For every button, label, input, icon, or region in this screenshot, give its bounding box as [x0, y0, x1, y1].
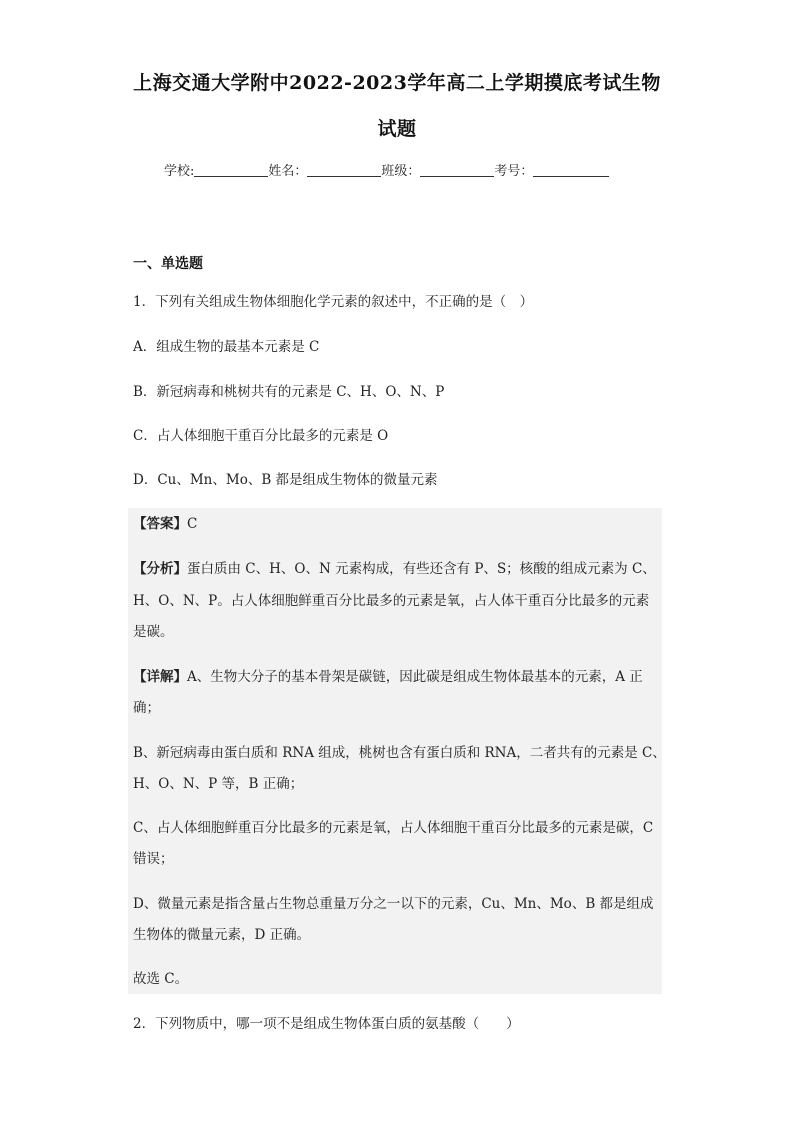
- question-2-stem: 2．下列物质中，哪一项不是组成生物体蛋白质的氨基酸（ ）: [133, 1016, 520, 1032]
- answer-tag: 【答案】: [133, 516, 187, 532]
- answer-row: [133, 514, 197, 534]
- exam-no-label: 考号：: [494, 164, 534, 179]
- detail-text-2: 确；: [133, 700, 160, 716]
- question-1-option-d: D．Cu、Mn、Mo、B 都是组成生物体的微量元素: [133, 472, 438, 488]
- answer-value: C: [187, 516, 198, 532]
- detail-conclusion: 故选 C。: [133, 971, 189, 987]
- name-label: 姓名：: [268, 164, 308, 179]
- student-info-fields: [164, 160, 609, 179]
- analysis-tag: 【分析】: [133, 561, 187, 577]
- school-blank[interactable]: [194, 162, 268, 177]
- detail-text-6: 错误；: [133, 851, 174, 867]
- detail-text-5: C、占人体细胞鲜重百分比最多的元素是氧，占人体细胞干重百分比最多的元素是碳，C: [133, 820, 654, 836]
- exam-no-blank[interactable]: [533, 162, 609, 177]
- school-label: 学校:: [164, 164, 195, 179]
- analysis-row-1: [133, 559, 656, 579]
- question-1-option-b: B．新冠病毒和桃树共有的元素是 C、H、O、N、P: [133, 384, 445, 400]
- question-1-option-c: C．占人体细胞干重百分比最多的元素是 O: [133, 428, 389, 444]
- analysis-text-2: H、O、N、P。占人体细胞鲜重百分比最多的元素是氧，占人体干重百分比最多的元素: [133, 593, 650, 609]
- name-blank[interactable]: [307, 162, 381, 177]
- detail-text-7: D、微量元素是指含量占生物总重量万分之一以下的元素，Cu、Mn、Mo、B 都是组成: [133, 896, 654, 912]
- detail-text-1: A、生物大分子的基本骨架是碳链，因此碳是组成生物体最基本的元素，A 正: [187, 669, 643, 685]
- detail-row-1: [133, 667, 643, 687]
- detail-text-4: H、O、N、P 等，B 正确；: [133, 776, 304, 792]
- question-1-option-a: A．组成生物的最基本元素是 C: [133, 339, 320, 355]
- detail-tag: 【详解】: [133, 669, 187, 685]
- analysis-text-1: 蛋白质由 C、H、O、N 元素构成，有些还含有 P、S；核酸的组成元素为 C、: [187, 561, 656, 577]
- detail-text-8: 生物体的微量元素，D 正确。: [133, 927, 311, 943]
- analysis-text-3: 是碳。: [133, 624, 174, 640]
- section-title: 一、单选题: [133, 256, 203, 272]
- class-label: 班级：: [381, 164, 421, 179]
- document-title-line1: 上海交通大学附中2022-2023学年高二上学期摸底考试生物: [133, 72, 661, 94]
- class-blank[interactable]: [420, 162, 494, 177]
- document-title-line2: 试题: [377, 118, 417, 140]
- question-1-stem: 1．下列有关组成生物体细胞化学元素的叙述中，不正确的是（ ）: [133, 294, 534, 310]
- detail-text-3: B、新冠病毒由蛋白质和 RNA 组成，桃树也含有蛋白质和 RNA，二者共有的元素是 C、: [133, 745, 666, 761]
